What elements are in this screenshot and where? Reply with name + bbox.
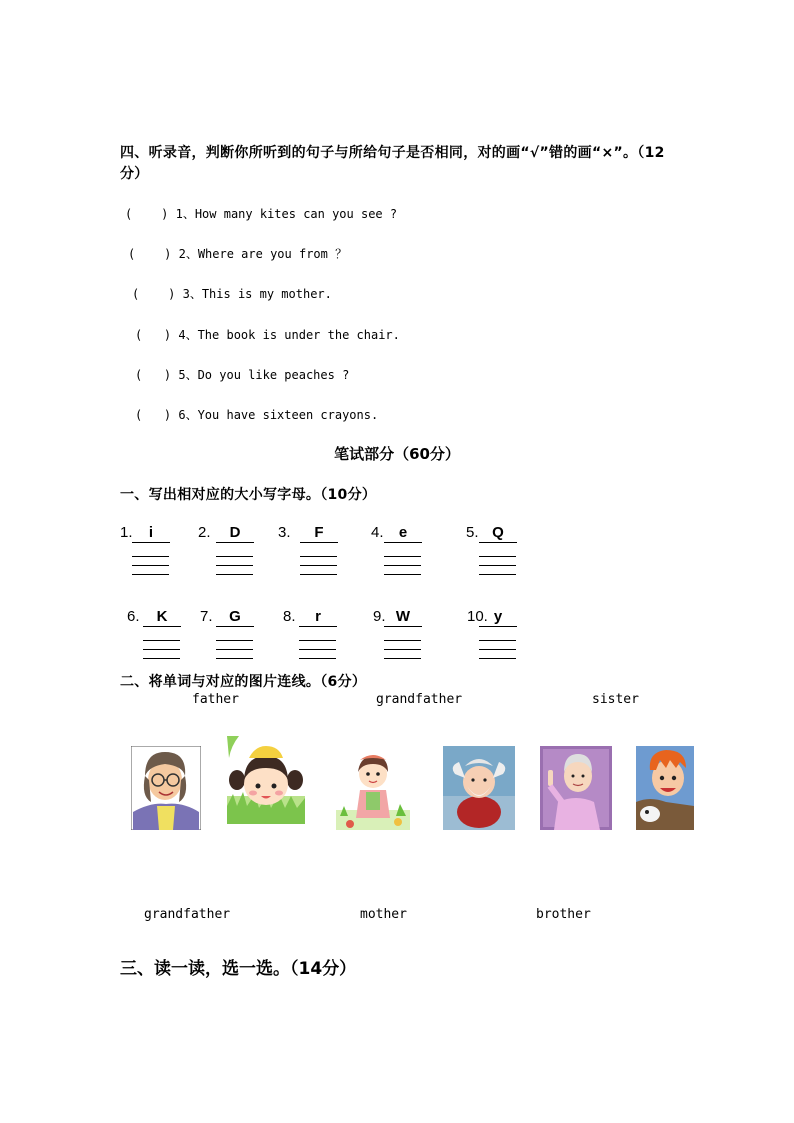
item-number: 3. xyxy=(278,524,291,541)
part2-title: 二、将单词与对应的图片连线。（6分） xyxy=(120,674,367,690)
writing-line[interactable] xyxy=(384,658,421,659)
item-number: 10. xyxy=(467,608,488,625)
listening-item-1 xyxy=(125,205,397,222)
letter-item-6 xyxy=(127,608,207,668)
writing-line[interactable] xyxy=(384,640,421,641)
writing-line[interactable] xyxy=(300,565,337,566)
letter-answer[interactable]: G xyxy=(216,608,254,627)
writing-line[interactable] xyxy=(132,565,169,566)
writing-line[interactable] xyxy=(479,556,516,557)
grandfather-icon xyxy=(443,746,515,830)
letter-item-2 xyxy=(198,524,278,584)
letter-item-1 xyxy=(120,524,200,584)
sentence-text: 5、Do you like peaches ? xyxy=(178,368,350,382)
letter-item-10 xyxy=(467,608,547,668)
writing-line[interactable] xyxy=(216,565,253,566)
letter-answer[interactable]: e xyxy=(384,524,422,543)
writing-line[interactable] xyxy=(143,640,180,641)
sentence-text: 2、Where are you from ？ xyxy=(178,247,348,261)
writing-line[interactable] xyxy=(216,640,253,641)
listening-item-4 xyxy=(135,326,400,343)
grandmother-icon xyxy=(131,746,201,830)
listening-item-5 xyxy=(135,366,349,383)
written-section-title: 笔试部分（60分） xyxy=(334,445,460,463)
grandmother-pointing-icon xyxy=(540,746,612,830)
gardening-girl-icon xyxy=(336,750,410,830)
picture-girl-pigtails[interactable] xyxy=(227,736,305,824)
letter-item-4 xyxy=(371,524,451,584)
answer-paren[interactable]: ( ) xyxy=(125,207,169,221)
picture-grandmother-glasses[interactable] xyxy=(131,746,201,830)
item-number: 1. xyxy=(120,524,133,541)
section4-title: 四、听录音，判断你所听到的句子与所给句子是否相同，对的画“√”错的画“×”。（12 xyxy=(120,145,665,161)
writing-line[interactable] xyxy=(299,649,336,650)
writing-line[interactable] xyxy=(384,565,421,566)
writing-line[interactable] xyxy=(216,574,253,575)
writing-line[interactable] xyxy=(479,640,516,641)
writing-line[interactable] xyxy=(384,574,421,575)
letter-answer[interactable]: i xyxy=(132,524,170,543)
boy-icon xyxy=(636,746,694,830)
sentence-text: 3、This is my mother. xyxy=(182,287,332,301)
writing-line[interactable] xyxy=(299,640,336,641)
answer-paren[interactable]: ( ) xyxy=(132,287,176,301)
letter-item-5 xyxy=(466,524,546,584)
writing-line[interactable] xyxy=(216,556,253,557)
item-number: 2. xyxy=(198,524,211,541)
writing-line[interactable] xyxy=(479,658,516,659)
letter-answer[interactable]: Q xyxy=(479,524,517,543)
item-number: 4. xyxy=(371,524,384,541)
word-father[interactable]: father xyxy=(192,692,239,707)
sentence-text: 4、The book is under the chair. xyxy=(178,328,400,342)
writing-line[interactable] xyxy=(299,658,336,659)
writing-line[interactable] xyxy=(300,574,337,575)
letter-item-8 xyxy=(283,608,363,668)
writing-line[interactable] xyxy=(479,649,516,650)
word-grandfather-bottom[interactable]: grandfather xyxy=(144,907,231,922)
answer-paren[interactable]: ( ) xyxy=(135,328,172,342)
writing-line[interactable] xyxy=(384,556,421,557)
item-number: 5. xyxy=(466,524,479,541)
writing-line[interactable] xyxy=(479,565,516,566)
answer-paren[interactable]: ( ) xyxy=(135,408,172,422)
listening-item-6 xyxy=(135,406,378,423)
letter-answer[interactable]: y xyxy=(479,608,517,627)
part3-title: 三、读一读，选一选。（14分） xyxy=(120,959,357,979)
answer-paren[interactable]: ( ) xyxy=(128,247,172,261)
word-mother[interactable]: mother xyxy=(360,907,407,922)
picture-boy[interactable] xyxy=(636,746,694,830)
letter-item-7 xyxy=(200,608,280,668)
writing-line[interactable] xyxy=(132,574,169,575)
letter-answer[interactable]: W xyxy=(384,608,422,627)
listening-item-2 xyxy=(128,245,347,262)
section4-title-cont: 分） xyxy=(120,166,149,182)
writing-line[interactable] xyxy=(384,649,421,650)
letter-answer[interactable]: r xyxy=(299,608,337,627)
letter-answer[interactable]: D xyxy=(216,524,254,543)
word-sister[interactable]: sister xyxy=(592,692,639,707)
item-number: 8. xyxy=(283,608,296,625)
item-number: 6. xyxy=(127,608,140,625)
writing-line[interactable] xyxy=(143,649,180,650)
sentence-text: 1、How many kites can you see ? xyxy=(175,207,398,221)
letter-answer[interactable]: K xyxy=(143,608,181,627)
item-number: 7. xyxy=(200,608,213,625)
letter-item-9 xyxy=(373,608,453,668)
writing-line[interactable] xyxy=(143,658,180,659)
part1-title: 一、写出相对应的大小写字母。（10分） xyxy=(120,487,377,503)
girl-icon xyxy=(227,736,305,824)
picture-grandmother-pointing[interactable] xyxy=(540,746,612,830)
writing-line[interactable] xyxy=(216,658,253,659)
writing-line[interactable] xyxy=(132,556,169,557)
picture-grandfather-doll[interactable] xyxy=(443,746,515,830)
item-number: 9. xyxy=(373,608,386,625)
word-grandfather-top[interactable]: grandfather xyxy=(376,692,463,707)
writing-line[interactable] xyxy=(300,556,337,557)
listening-item-3 xyxy=(132,285,332,302)
answer-paren[interactable]: ( ) xyxy=(135,368,172,382)
sentence-text: 6、You have sixteen crayons. xyxy=(178,408,379,422)
letter-answer[interactable]: F xyxy=(300,524,338,543)
writing-line[interactable] xyxy=(479,574,516,575)
word-brother[interactable]: brother xyxy=(536,907,591,922)
letter-item-3 xyxy=(278,524,358,584)
writing-line[interactable] xyxy=(216,649,253,650)
picture-girl-gardening[interactable] xyxy=(336,750,410,830)
